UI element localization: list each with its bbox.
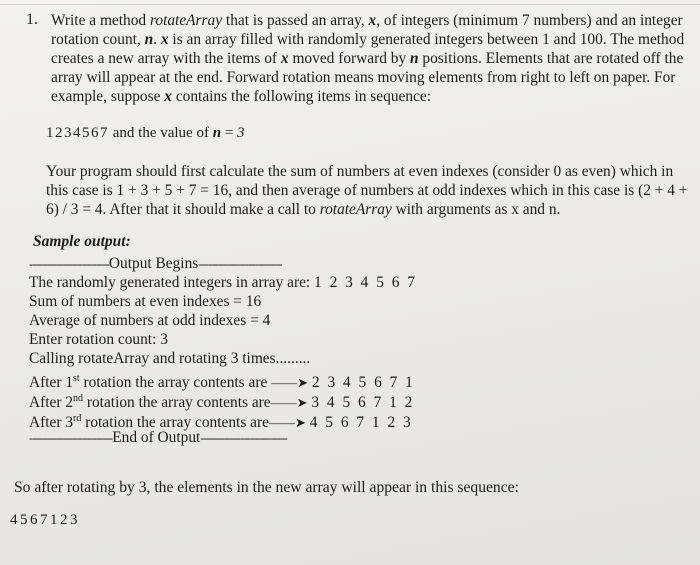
output-sum-line: Sum of numbers at even indexes = 16 xyxy=(29,293,262,310)
output-after-3-line: After 3rd rotation the array contents are——➤ 4 5 6 7 1 2 3 xyxy=(29,413,413,432)
question-paragraph-2: Your program should first calculate the sum of numbers at even indexes (consider 0 as even) which in this case is 1 + 3 + 5 + 7 = 16, and then average of numbers at odd indexes which in this case is (2 + 4 + 6) / 3 = 4. After that it should make a call to rotateArray with arguments as x and n. xyxy=(46,163,688,218)
question-paragraph-1: Write a method rotateArray that is passed an array, x, of integers (minimum 7 numbers) and an integer rotation count, n. x is an array filled with randomly generated integers between 1 and 100. The method creates a new array with the items of x moved forward by n positions. Elements that are rotated off the array will appear at the end. Forward rotation means moving elements from right to left on paper. For example, suppose x contains the following items in sequence: xyxy=(51,12,685,105)
output-average-line: Average of numbers at odd indexes = 4 xyxy=(29,312,271,329)
arrow-icon: ——➤ xyxy=(270,395,308,411)
final-sequence: 4567123 xyxy=(10,512,80,528)
output-after-1-line: After 1st rotation the array contents are ——➤ 2 3 4 5 6 7 1 xyxy=(29,373,415,392)
sample-output-title: Sample output: xyxy=(33,233,131,250)
conclusion-text: So after rotating by 3, the elements in the new array will appear in this sequence: xyxy=(14,479,519,496)
question-number: 1. xyxy=(26,11,38,28)
output-begin-line: ------------------------Output Begins------------------------- xyxy=(29,255,282,272)
output-enter-line: Enter rotation count: 3 xyxy=(29,331,168,348)
output-calling-line: Calling rotateArray and rotating 3 times......... xyxy=(29,350,311,367)
arrow-icon: ——➤ xyxy=(271,375,309,391)
example-sequence: 1234567 xyxy=(46,125,109,141)
output-after-2-line: After 2nd rotation the array contents are——➤ 3 4 5 6 7 1 2 xyxy=(29,393,415,412)
top-divider xyxy=(0,4,700,5)
output-generated-line: The randomly generated integers in array are: 1 2 3 4 5 6 7 xyxy=(29,274,417,291)
arrow-icon: ——➤ xyxy=(268,415,306,431)
method-name: rotateArray xyxy=(149,12,223,29)
example-value: 3 xyxy=(237,125,245,141)
example-line: 1234567 and the value of n = 3 xyxy=(46,125,245,141)
output-end-line: -------------------------End of Output-------------------------- xyxy=(29,429,287,446)
